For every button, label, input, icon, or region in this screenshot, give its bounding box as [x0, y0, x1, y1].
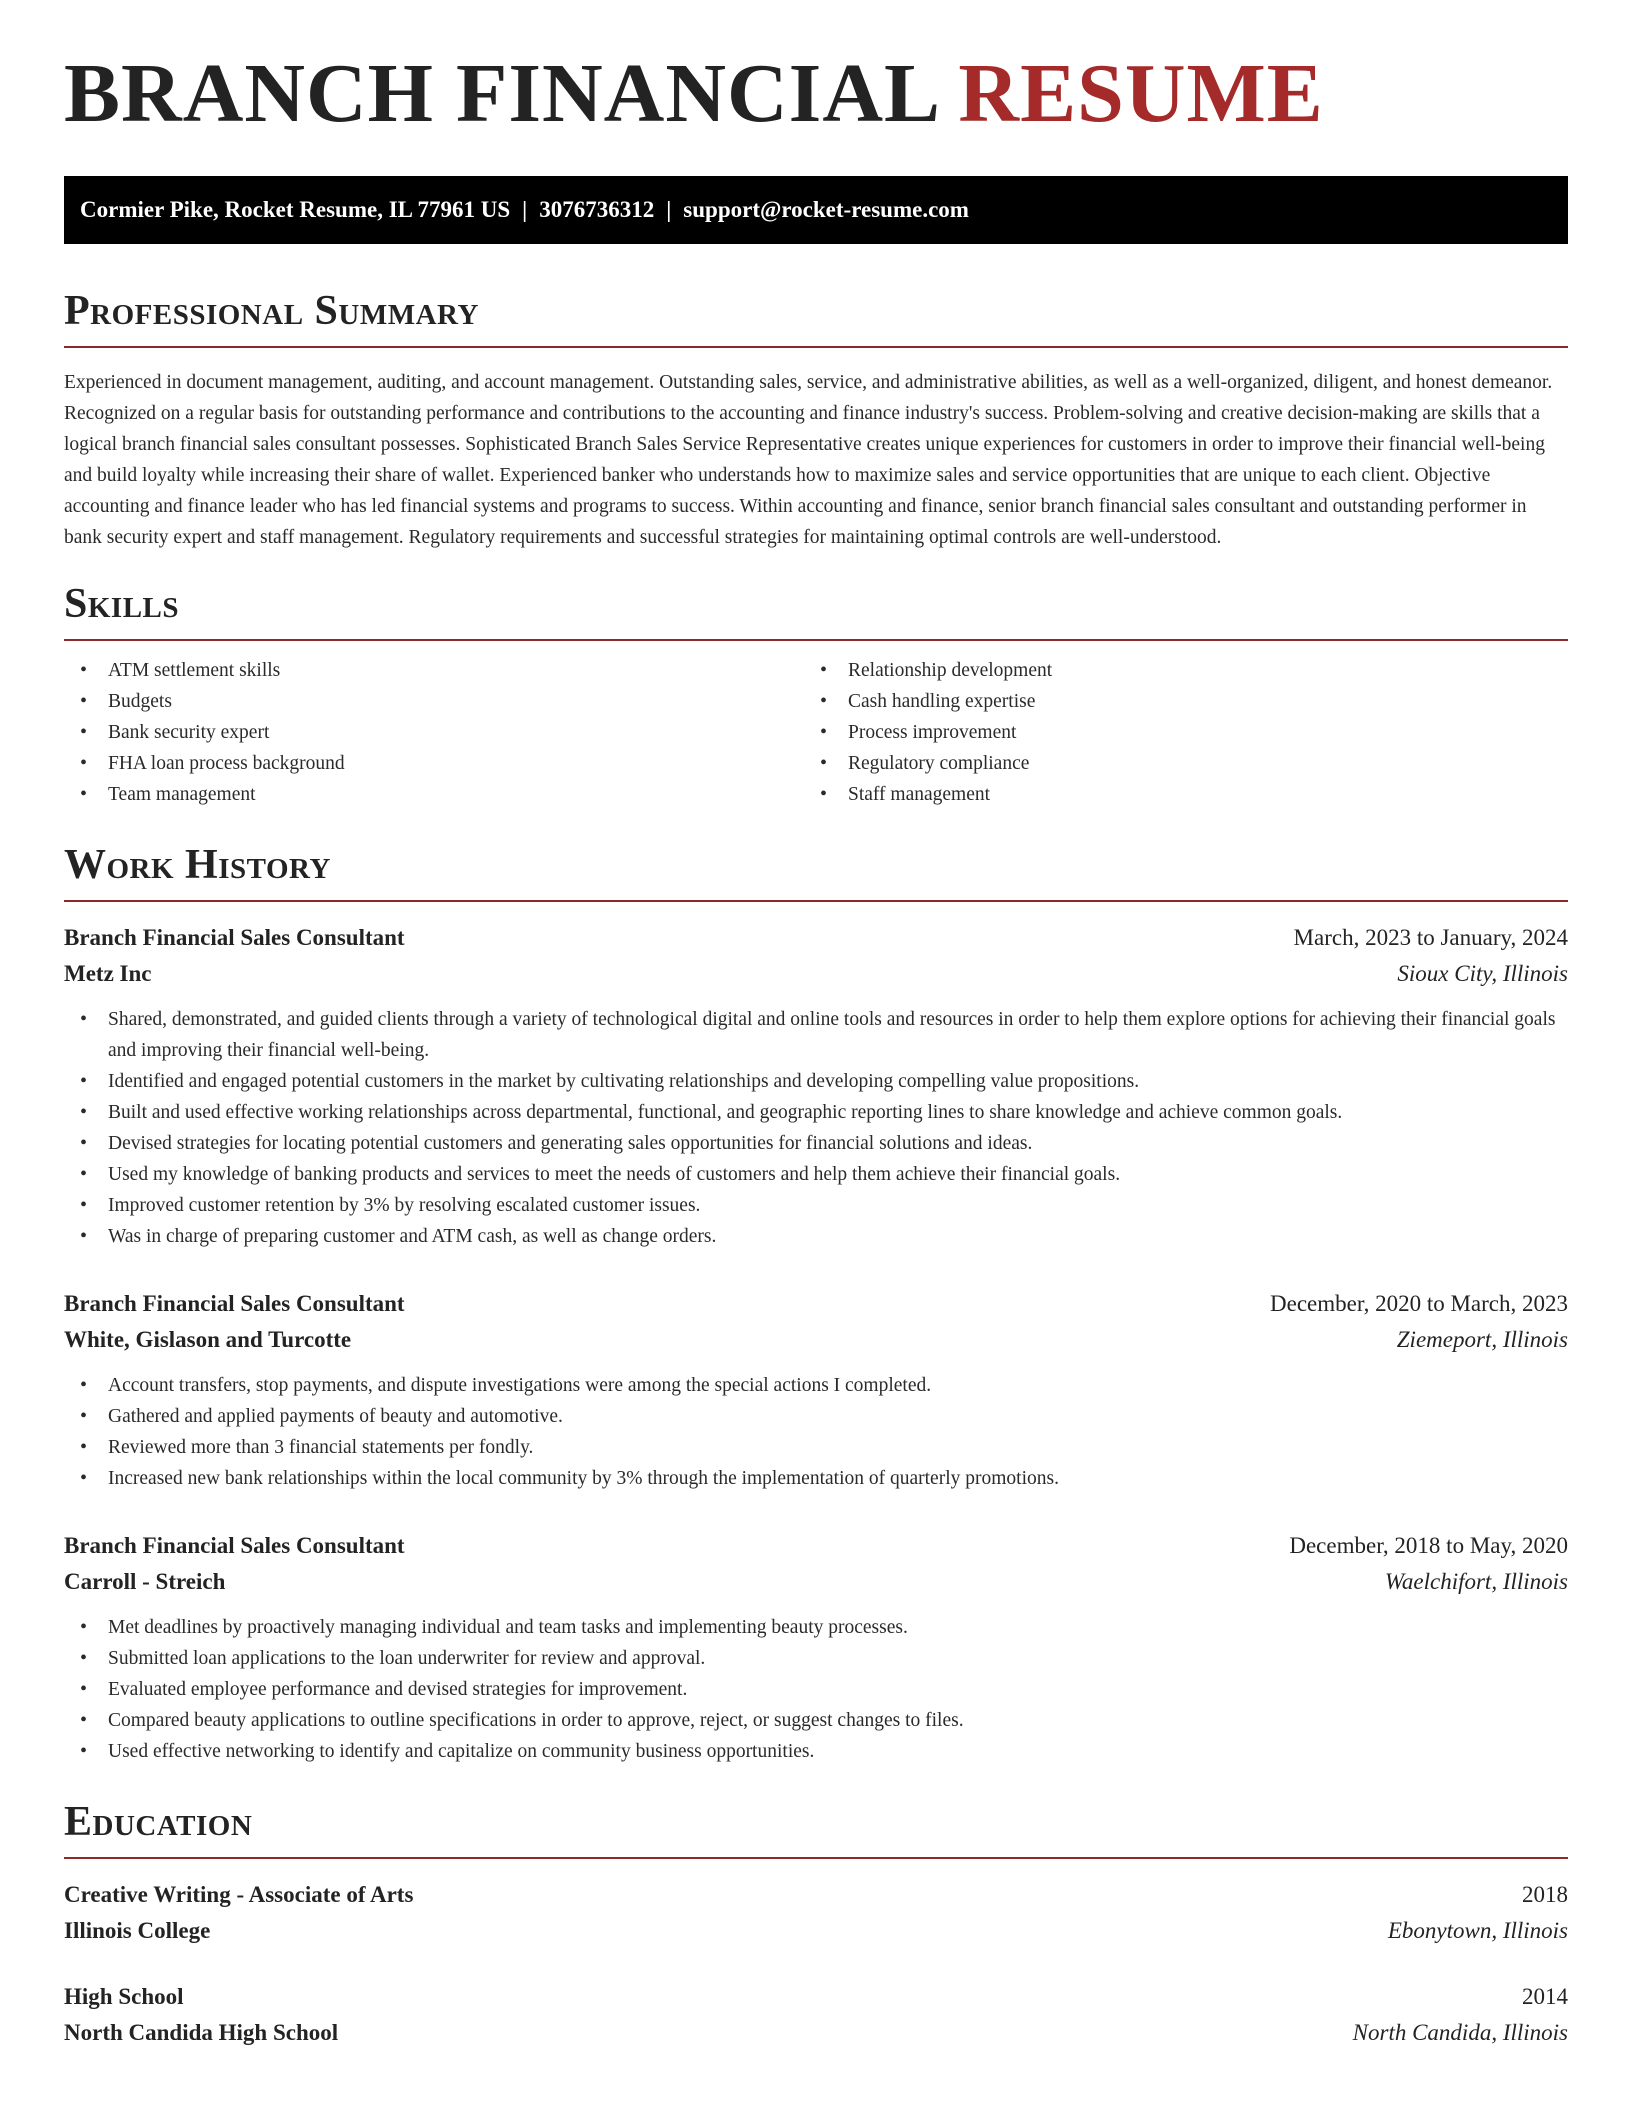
job-dates: March, 2023 to January, 2024	[1293, 925, 1568, 950]
skills-column-right	[804, 655, 1544, 810]
job-bullet: • Built and used effective working relationships across departmental, functional, and geographic reporting lines to share knowledge and achieve common goals.	[64, 1097, 1568, 1128]
job-bullet: • Gathered and applied payments of beauty and automotive.	[64, 1401, 1568, 1432]
contact-separator: |	[522, 197, 528, 222]
work-history-heading: Work History	[64, 844, 1568, 902]
education-year: 2014	[1522, 1984, 1568, 2009]
job-bullet: • Evaluated employee performance and devised strategies for improvement.	[64, 1674, 1568, 1705]
job-bullets	[64, 1004, 1568, 1252]
skills-heading: Skills	[64, 583, 1568, 641]
skill-item: • Regulatory compliance	[804, 748, 1544, 779]
education-year: 2018	[1522, 1882, 1568, 1907]
contact-separator: |	[666, 197, 672, 222]
job-dates: December, 2020 to March, 2023	[1270, 1291, 1568, 1316]
job-entry	[64, 1286, 1568, 1494]
skills-list	[64, 655, 1568, 810]
job-header-row	[64, 1286, 1568, 1322]
job-header-row	[64, 1528, 1568, 1564]
resume-title	[64, 0, 1568, 162]
job-bullet: • Identified and engaged potential customers in the market by cultivating relationships and developing compelling value propositions.	[64, 1066, 1568, 1097]
skill-item: • Relationship development	[804, 655, 1544, 686]
job-entry	[64, 920, 1568, 1252]
job-header-row	[64, 920, 1568, 956]
education-school: Illinois College	[64, 1918, 211, 1943]
education-degree: High School	[64, 1984, 184, 2009]
job-bullet: • Improved customer retention by 3% by resolving escalated customer issues.	[64, 1190, 1568, 1221]
skill-item: • Process improvement	[804, 717, 1544, 748]
job-bullet: • Was in charge of preparing customer and ATM cash, as well as change orders.	[64, 1221, 1568, 1252]
job-entry	[64, 1528, 1568, 1767]
job-bullet: • Reviewed more than 3 financial statements per fondly.	[64, 1432, 1568, 1463]
job-company: Carroll - Streich	[64, 1569, 226, 1594]
skills-column-left	[64, 655, 804, 810]
job-company-row	[64, 956, 1568, 992]
job-title: Branch Financial Sales Consultant	[64, 925, 405, 950]
job-bullets	[64, 1612, 1568, 1767]
education-entry	[64, 1979, 1568, 2051]
job-location: Sioux City, Illinois	[1397, 961, 1568, 986]
contact-email: support@rocket-resume.com	[683, 197, 969, 222]
skill-item: • Staff management	[804, 779, 1544, 810]
education-school-row	[64, 1913, 1568, 1949]
job-bullet: • Increased new bank relationships within the local community by 3% through the implementation of quarterly promotions.	[64, 1463, 1568, 1494]
summary-heading: Professional Summary	[64, 290, 1568, 348]
job-company: Metz Inc	[64, 961, 152, 986]
title-accent: RESUME	[958, 47, 1324, 140]
contact-phone: 3076736312	[539, 197, 655, 222]
job-title: Branch Financial Sales Consultant	[64, 1533, 405, 1558]
skill-item: • Bank security expert	[64, 717, 804, 748]
job-bullet: • Shared, demonstrated, and guided clients through a variety of technological digital and online tools and resources in order to help them explore options for achieving their financial goals and improving their financial well-being.	[64, 1004, 1568, 1066]
job-bullet: • Devised strategies for locating potential customers and generating sales opportunities for financial solutions and ideas.	[64, 1128, 1568, 1159]
job-bullet: • Used effective networking to identify and capitalize on community business opportunities.	[64, 1736, 1568, 1767]
job-dates: December, 2018 to May, 2020	[1289, 1533, 1568, 1558]
summary-text: Experienced in document management, auditing, and account management. Outstanding sales, service, and administrative abilities, as well as a well-organized, diligent, and honest demeanor. Recognized on a regular basis for outstanding performance and contributions to the accounting and finance industry's success. Problem-solving and creative decision-making are skills that a logical branch financial sales consultant possesses. Sophisticated Branch Sales Service Representative creates unique experiences for customers in order to improve their financial well-being and build loyalty while increasing their share of wallet. Experienced banker who understands how to maximize sales and service opportunities that are unique to each client. Objective accounting and finance leader who has led financial systems and programs to success. Within accounting and finance, senior branch financial sales consultant and outstanding performer in bank security expert and staff management. Regulatory requirements and successful strategies for maintaining optimal controls are well-understood.	[64, 372, 1553, 548]
job-bullets	[64, 1370, 1568, 1494]
skill-item: • Budgets	[64, 686, 804, 717]
skill-item: • Cash handling expertise	[804, 686, 1544, 717]
skill-item: • Team management	[64, 779, 804, 810]
job-location: Waelchifort, Illinois	[1384, 1569, 1568, 1594]
job-company-row	[64, 1322, 1568, 1358]
education-school-row	[64, 2015, 1568, 2051]
education-degree-row	[64, 1877, 1568, 1913]
education-entry	[64, 1877, 1568, 1949]
education-location: North Candida, Illinois	[1352, 2020, 1568, 2045]
job-company: White, Gislason and Turcotte	[64, 1327, 352, 1352]
resume-page	[64, 0, 1568, 2051]
job-location: Ziemeport, Illinois	[1396, 1327, 1568, 1352]
education-degree: Creative Writing - Associate of Arts	[64, 1882, 414, 1907]
education-heading: Education	[64, 1801, 1568, 1859]
title-main: BRANCH FINANCIAL	[64, 47, 937, 140]
job-bullet: • Account transfers, stop payments, and dispute investigations were among the special actions I completed.	[64, 1370, 1568, 1401]
contact-address: Cormier Pike, Rocket Resume, IL 77961 US	[80, 197, 511, 222]
skill-item: • FHA loan process background	[64, 748, 804, 779]
job-bullet: • Compared beauty applications to outline specifications in order to approve, reject, or suggest changes to files.	[64, 1705, 1568, 1736]
education-location: Ebonytown, Illinois	[1387, 1918, 1568, 1943]
job-bullet: • Met deadlines by proactively managing individual and team tasks and implementing beauty processes.	[64, 1612, 1568, 1643]
job-title: Branch Financial Sales Consultant	[64, 1291, 405, 1316]
skill-item: • ATM settlement skills	[64, 655, 804, 686]
education-degree-row	[64, 1979, 1568, 2015]
job-bullet: • Used my knowledge of banking products and services to meet the needs of customers and help them achieve their financial goals.	[64, 1159, 1568, 1190]
education-school: North Candida High School	[64, 2020, 339, 2045]
contact-bar	[64, 176, 1568, 244]
job-company-row	[64, 1564, 1568, 1600]
job-bullet: • Submitted loan applications to the loan underwriter for review and approval.	[64, 1643, 1568, 1674]
